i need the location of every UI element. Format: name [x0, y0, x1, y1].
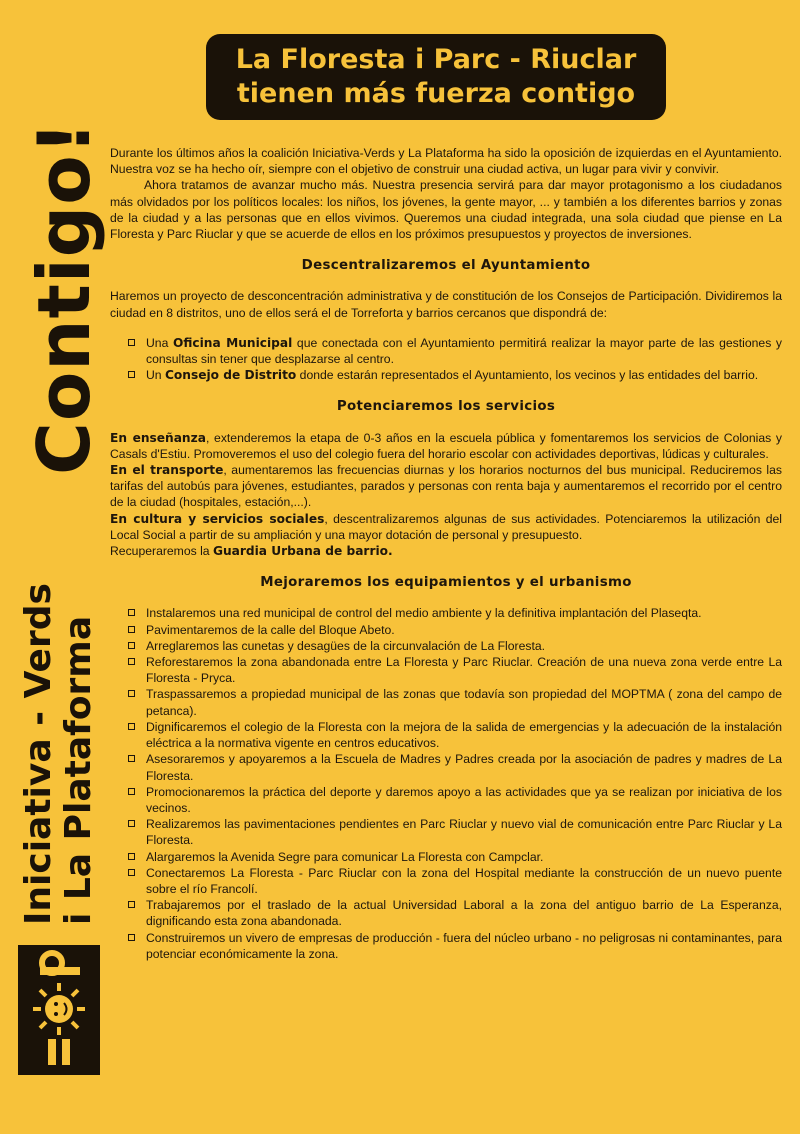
list-item: Construiremos un vivero de empresas de producción - fuera del núcleo urbano - no peligrosas ni contaminantes, para potenciar económicamente la zona.	[110, 930, 782, 962]
checkbox-icon	[128, 788, 135, 795]
list-item: Dignificaremos el colegio de la Floresta con la mejora de la salida de emergencias y la adecuación de la instalación eléctrica a la normativa vigente en centros educativos.	[110, 719, 782, 751]
section-heading-descentralizaremos: Descentralizaremos el Ayuntamiento	[301, 258, 591, 274]
checkbox-icon	[128, 626, 135, 633]
checkbox-icon	[128, 853, 135, 860]
section1-intro: Haremos un proyecto de desconcentración administrativa y de constitución de los Consejos de Participación. Dividiremos la ciudad en 8 distritos, uno de ellos será el de Torreforta y barrios cercanos que dispondrá de:	[110, 289, 782, 320]
checkbox-icon	[128, 723, 135, 730]
checkbox-icon	[128, 901, 135, 908]
section-heading-mejoraremos: Mejoraremos los equipamientos y el urbanismo	[260, 575, 632, 591]
list-item: Traspassaremos a propiedad municipal de las zonas que todavía son propiedad del MOPTMA ( zona del campo de petanca).	[110, 686, 782, 718]
list-item: Un Consejo de Distrito donde estarán representados el Ayuntamiento, los vecinos y las entidades del barrio.	[110, 367, 782, 383]
list-item: Instalaremos una red municipal de control del medio ambiente y la definitiva implantación del Plaseqta.	[110, 605, 782, 621]
title-line-1: La Floresta i Parc - Riuclar	[235, 44, 637, 75]
party-name-line1: Iniciativa - Verds	[18, 583, 59, 925]
list-item: Conectaremos La Floresta - Parc Riuclar con la zona del Hospital mediante la construcción de un nuevo puente sobre el río Francolí.	[110, 865, 782, 897]
services-paragraph: En cultura y servicios sociales, descentralizaremos algunas de sus actividades. Potenciaremos la utilización del Local Social a partir de su ampliación y una mayor dotación de personal y presupuesto.	[110, 511, 782, 542]
list-item: Una Oficina Municipal que conectada con el Ayuntamiento permitirá realizar la mayor parte de las gestiones y consultas sin tener que desplazarse al centro.	[110, 335, 782, 367]
party-name-line2: i La Plataforma	[58, 615, 99, 925]
vertical-banner-text	[18, 80, 106, 1075]
list-item: Alargaremos la Avenida Segre para comunicar La Floresta con Campclar.	[110, 849, 782, 865]
page-title	[206, 34, 666, 120]
checkbox-icon	[128, 339, 135, 346]
list-item: Pavimentaremos de la calle del Bloque Abeto.	[110, 622, 782, 638]
checkbox-icon	[128, 869, 135, 876]
checkbox-icon	[128, 371, 135, 378]
checkbox-icon	[128, 658, 135, 665]
title-line-2: tienen más fuerza contigo	[236, 78, 636, 109]
checkbox-icon	[128, 820, 135, 827]
list-item: Trabajaremos por el traslado de la actual Universidad Laboral a la zona del antiguo barrio de La Esperanza, dignificando esta zona abandonada.	[110, 897, 782, 929]
checkbox-icon	[128, 755, 135, 762]
services-paragraph: En el transporte, aumentaremos las frecuencias diurnas y los horarios nocturnos del bus municipal. Reduciremos las tarifas del autobús para jóvenes, estudiantes, parados y personas con renta baja y aumentaremos el recorrido por el centro de la ciudad (hospitales, estación,...).	[110, 463, 782, 510]
party-logo	[18, 945, 100, 1075]
slogan: Contigo!	[22, 120, 106, 475]
checkbox-icon	[128, 934, 135, 941]
section-heading-potenciaremos: Potenciaremos los servicios	[336, 399, 556, 415]
checkbox-icon	[128, 690, 135, 697]
section1-list	[110, 335, 782, 384]
vertical-banner	[18, 80, 106, 1075]
list-item: Realizaremos las pavimentaciones pendientes en Parc Riuclar y nuevo vial de comunicación entre Parc Riuclar y La Floresta.	[110, 816, 782, 848]
intro-paragraph-2: Ahora tratamos de avanzar mucho más. Nuestra presencia servirá para dar mayor protagonismo a los ciudadanos más olvidados por los políticos locales: los niños, los jóvenes, la gente mayor, ... y también a los diferentes barrios y zonas de la ciudad y a las personas que en ellos vivimos. Queremos una ciudad integrada, una sola ciudad que piense en La Floresta y Parc Riuclar y que se acuerde de ellos en los próximos presupuestos y proyectos de inversiones.	[110, 178, 782, 242]
checkbox-icon	[128, 642, 135, 649]
intro-paragraph-1: Durante los últimos años la coalición Iniciativa-Verds y La Plataforma ha sido la oposición de izquierdas en el Ayuntamiento. Nuestra voz se ha hecho oír, siempre con el objetivo de construir una ciudad activa, un lugar para vivir y convivir.	[110, 146, 782, 177]
services-paragraph: En enseñanza, extenderemos la etapa de 0-3 años en la escuela pública y fomentaremos los servicios de Colonias y Casals d'Estiu. Promoveremos el uso del colegio fuera del horario escolar con actividades deportivas, lúdicas y culturales.	[110, 430, 782, 461]
sun-logo-icon	[18, 945, 100, 1075]
main-content	[110, 145, 782, 962]
list-item: Asesoraremos y apoyaremos a la Escuela de Madres y Padres creada por la asociación de padres y madres de La Floresta.	[110, 751, 782, 783]
checkbox-icon	[128, 609, 135, 616]
list-item: Promocionaremos la práctica del deporte y daremos apoyo a las actividades que ya se realizan por iniciativa de los vecinos.	[110, 784, 782, 816]
services-paragraph: Recuperaremos la Guardia Urbana de barrio.	[110, 544, 393, 559]
list-item: Reforestaremos la zona abandonada entre La Floresta y Parc Riuclar. Creación de una nueva zona verde entre La Floresta - Pryca.	[110, 654, 782, 686]
section3-list	[110, 605, 782, 961]
list-item: Arreglaremos las cunetas y desagües de la circunvalación de La Floresta.	[110, 638, 782, 654]
